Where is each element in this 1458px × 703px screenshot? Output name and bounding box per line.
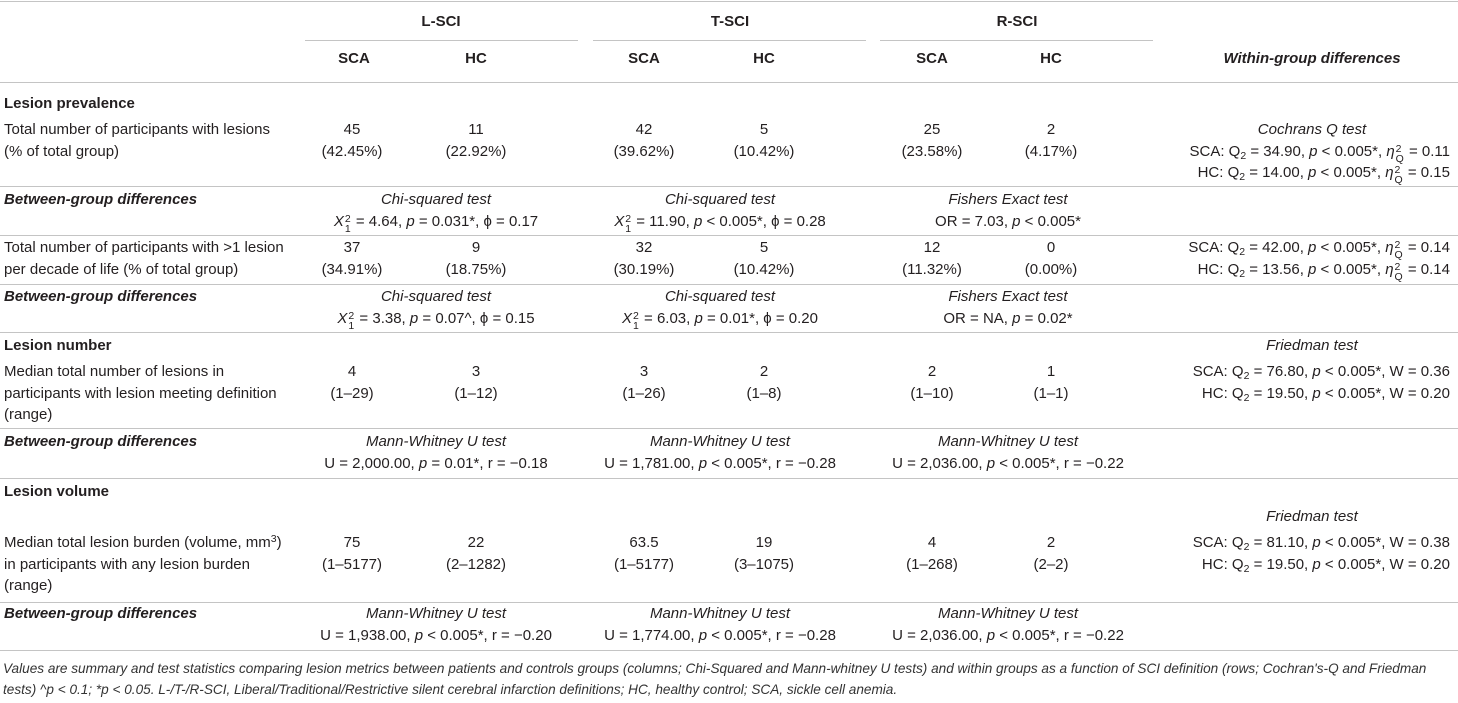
- italic-symbol: p: [694, 309, 703, 327]
- superscript: 2: [625, 212, 632, 225]
- stacked-script: [625, 214, 631, 234]
- test-statistic: [570, 308, 870, 330]
- superscript: 2: [344, 212, 351, 225]
- italic-symbol: η: [1385, 260, 1394, 278]
- test-statistic: [858, 625, 1158, 647]
- cell-value: 75: [343, 534, 361, 551]
- group-header-r-sci: R-SCI: [996, 13, 1038, 30]
- subscript: 2: [1243, 562, 1250, 575]
- italic-symbol: p: [1012, 212, 1021, 230]
- text-run: OR = NA,: [943, 309, 1013, 327]
- row-label-line: in participants with any lesion burden: [4, 555, 250, 573]
- test-statistic: [1166, 361, 1450, 383]
- text-run: < 0.005*, ϕ = 0.28: [702, 212, 826, 230]
- cell-t-sca: [584, 237, 704, 280]
- test-name: Friedman test: [1266, 337, 1358, 354]
- cell-value: 1: [1046, 363, 1056, 380]
- between-cell-t-sci: [570, 431, 870, 474]
- between-cell-l-sci: [286, 431, 586, 474]
- test-name: Mann-Whitney U test: [937, 433, 1079, 450]
- cell-value: (1–1): [1033, 384, 1069, 402]
- cell-value: 5: [759, 239, 769, 256]
- text-run: = 81.10,: [1249, 534, 1313, 551]
- cell-value: 32: [635, 239, 653, 256]
- within-group-cell: [1166, 361, 1450, 404]
- within-group-cell: [1166, 532, 1450, 575]
- italic-symbol: p: [409, 309, 419, 327]
- cell-value: (10.42%): [733, 142, 795, 160]
- subscript: Q: [1395, 152, 1404, 165]
- row-label-line: (range): [4, 577, 53, 594]
- italic-symbol: p: [698, 454, 708, 472]
- test-name: Mann-Whitney U test: [937, 605, 1079, 622]
- subheader-t-sca: SCA: [628, 50, 660, 67]
- text-run: U = 1,774.00,: [604, 626, 699, 644]
- italic-symbol: p: [406, 212, 415, 230]
- test-name: Mann-Whitney U test: [649, 433, 791, 450]
- test-name: Mann-Whitney U test: [365, 605, 507, 622]
- italic-symbol: p: [414, 626, 424, 644]
- cell-value: (22.92%): [445, 142, 507, 160]
- text-run: = 42.00,: [1245, 239, 1309, 256]
- row-label: [4, 431, 304, 453]
- subscript: 2: [1239, 171, 1246, 183]
- text-run: = 34.90,: [1246, 142, 1310, 160]
- text-run: < 0.005*: [1020, 212, 1081, 230]
- text-run: = 0.01*, r = −0.18: [427, 454, 548, 472]
- within-group-cell: [1166, 119, 1450, 184]
- cell-value: 19: [755, 534, 773, 551]
- text-run: = 0.15: [1403, 164, 1450, 181]
- text-run: < 0.005*,: [1316, 260, 1386, 278]
- text-run: = 4.64,: [351, 212, 407, 230]
- text-run: U = 1,938.00,: [320, 626, 415, 644]
- test-statistic: [570, 625, 870, 647]
- cell-l-hc: [416, 532, 536, 575]
- italic-symbol: X: [337, 309, 348, 327]
- cell-r-sca: [872, 361, 992, 404]
- stacked-script: [1395, 165, 1403, 185]
- test-statistic: [286, 453, 586, 475]
- subheader-l-hc: HC: [465, 50, 487, 67]
- cell-t-hc: [704, 532, 824, 575]
- italic-symbol: p: [698, 626, 708, 644]
- row-label: [4, 119, 304, 162]
- text-run: = 0.07^, ϕ = 0.15: [418, 309, 535, 327]
- cell-value: (42.45%): [321, 142, 383, 160]
- test-statistic: [1166, 532, 1450, 554]
- cell-value: 25: [923, 121, 941, 138]
- superscript: 2: [1395, 142, 1402, 155]
- subscript: 2: [1239, 267, 1246, 280]
- text-run: U = 2,036.00,: [892, 626, 987, 644]
- cell-value: 63.5: [629, 534, 659, 551]
- italic-symbol: η: [1385, 239, 1394, 256]
- italic-symbol: p: [1308, 239, 1317, 256]
- superscript: 3: [270, 533, 277, 545]
- between-cell-l-sci: [286, 603, 586, 646]
- test-statistic: [286, 308, 586, 330]
- test-name: Fishers Exact test: [948, 191, 1068, 208]
- test-statistic: [1166, 162, 1450, 184]
- stacked-script: [1395, 262, 1403, 282]
- subscript: Q: [1394, 270, 1403, 283]
- cell-value: (1–5177): [613, 555, 675, 573]
- subscript: 1: [344, 222, 351, 235]
- cell-l-hc: [416, 119, 536, 162]
- italic-symbol: X: [622, 309, 633, 327]
- cell-t-sca: [584, 532, 704, 575]
- cell-value: (1–29): [330, 384, 374, 402]
- cell-value: (2–2): [1033, 555, 1069, 573]
- text-run: = 76.80,: [1249, 363, 1313, 380]
- cell-t-hc: [704, 119, 824, 162]
- test-statistic: [286, 211, 586, 233]
- cell-value: (18.75%): [445, 260, 507, 278]
- text-run: < 0.005*, W = 0.20: [1320, 384, 1450, 402]
- stacked-script: [1395, 240, 1403, 260]
- test-name: Chi-squared test: [380, 191, 492, 208]
- cell-l-sca: [292, 119, 412, 162]
- cell-value: (2–1282): [445, 555, 507, 573]
- text-run: < 0.005*, W = 0.20: [1320, 555, 1450, 573]
- within-group-cell: [1166, 335, 1450, 357]
- row-label-line: Between-group differences: [4, 288, 198, 305]
- test-name: Fishers Exact test: [948, 288, 1068, 305]
- row-label-line: Lesion volume: [4, 483, 110, 500]
- italic-symbol: p: [1308, 164, 1317, 181]
- test-name: Mann-Whitney U test: [365, 433, 507, 450]
- text-run: SCA: Q: [1189, 142, 1241, 160]
- row-label: [4, 189, 304, 211]
- cell-l-sca: [292, 361, 412, 404]
- test-statistic: [286, 625, 586, 647]
- row-label-line: Between-group differences: [4, 605, 198, 622]
- text-run: = 0.02*: [1020, 309, 1073, 327]
- cell-value: 2: [927, 363, 937, 380]
- cell-value: 45: [343, 121, 361, 138]
- cell-value: 2: [759, 363, 769, 380]
- cell-l-hc: [416, 361, 536, 404]
- row-label-line: Between-group differences: [4, 191, 198, 208]
- text-run: HC: Q: [1201, 555, 1244, 573]
- cell-t-sca: [584, 361, 704, 404]
- cell-value: (1–26): [622, 384, 666, 402]
- section-title: [4, 335, 304, 357]
- row-label: [4, 603, 304, 625]
- subscript: 1: [633, 319, 639, 332]
- cell-r-sca: [872, 237, 992, 280]
- cell-value: 3: [471, 363, 481, 380]
- text-run: U = 1,781.00,: [604, 454, 699, 472]
- stacked-script: [345, 214, 351, 234]
- text-run: SCA: Q: [1192, 363, 1244, 380]
- italic-symbol: p: [693, 212, 703, 230]
- test-name: Friedman test: [1266, 508, 1358, 525]
- cell-value: 5: [759, 121, 769, 138]
- subscript: Q: [1394, 174, 1403, 186]
- subscript: 1: [348, 319, 355, 332]
- subscript: 2: [1243, 370, 1250, 382]
- between-cell-t-sci: [570, 286, 870, 332]
- text-run: = 14.00,: [1245, 164, 1309, 181]
- subscript: 1: [625, 222, 632, 235]
- cell-value: 0: [1046, 239, 1056, 256]
- test-statistic: [570, 211, 870, 233]
- italic-symbol: p: [1312, 555, 1321, 573]
- text-run: ): [276, 534, 282, 551]
- cell-value: (11.32%): [902, 260, 962, 278]
- row-label-line: Total number of participants with >1 lesion: [4, 239, 284, 256]
- text-run: < 0.005*,: [1316, 239, 1386, 256]
- cell-value: 12: [923, 239, 941, 256]
- text-run: < 0.005*, r = −0.22: [995, 454, 1124, 472]
- superscript: 2: [1394, 239, 1401, 251]
- cell-value: (34.91%): [321, 260, 383, 278]
- test-statistic: [570, 453, 870, 475]
- cell-value: 2: [1046, 534, 1056, 551]
- cell-value: 42: [635, 121, 653, 138]
- text-run: = 19.50,: [1249, 384, 1313, 402]
- between-cell-t-sci: [570, 603, 870, 646]
- test-statistic: [858, 308, 1158, 330]
- cell-value: 4: [927, 534, 937, 551]
- cell-l-hc: [416, 237, 536, 280]
- row-label-line: [4, 532, 304, 554]
- section-title: [4, 93, 304, 115]
- row-label-line: Between-group differences: [4, 433, 198, 450]
- cell-value: (1–12): [454, 384, 498, 402]
- row-label-line: (range): [4, 406, 53, 423]
- cell-t-hc: [704, 237, 824, 280]
- between-cell-t-sci: [570, 189, 870, 235]
- italic-symbol: p: [1012, 309, 1021, 327]
- within-group-cell: [1166, 506, 1450, 528]
- italic-symbol: X: [333, 212, 344, 230]
- text-run: = 13.56,: [1245, 260, 1309, 278]
- text-run: < 0.005*, W = 0.36: [1320, 363, 1450, 380]
- subheader-r-hc: HC: [1040, 50, 1062, 67]
- test-statistic: [858, 453, 1158, 475]
- cell-t-sca: [584, 119, 704, 162]
- between-cell-l-sci: [286, 286, 586, 332]
- cell-r-sca: [872, 119, 992, 162]
- superscript: 2: [1394, 260, 1401, 273]
- text-run: OR = 7.03,: [935, 212, 1013, 230]
- subscript: 2: [1239, 246, 1246, 258]
- cell-l-sca: [292, 237, 412, 280]
- text-run: < 0.005*,: [1317, 142, 1387, 160]
- cell-r-hc: [991, 237, 1111, 280]
- text-run: = 0.14: [1403, 260, 1450, 278]
- text-run: HC: Q: [1197, 164, 1240, 181]
- group-header-l-sci: L-SCI: [421, 13, 461, 30]
- subheader-r-sca: SCA: [916, 50, 948, 67]
- cell-t-hc: [704, 361, 824, 404]
- italic-symbol: p: [1312, 363, 1321, 380]
- italic-symbol: X: [614, 212, 625, 230]
- row-label-line: participants with lesion meeting definition: [4, 384, 277, 402]
- text-run: < 0.005*, r = −0.22: [995, 626, 1124, 644]
- cell-value: (10.42%): [733, 260, 795, 278]
- subscript: 2: [1243, 391, 1250, 404]
- cell-value: 22: [467, 534, 485, 551]
- text-run: = 6.03,: [639, 309, 695, 327]
- between-cell-r-sci: [858, 189, 1158, 232]
- text-run: < 0.005*, r = −0.20: [423, 626, 552, 644]
- text-run: = 0.031*, ϕ = 0.17: [414, 212, 539, 230]
- test-name: Chi-squared test: [664, 191, 776, 208]
- text-run: Median total lesion burden (volume, mm: [4, 534, 271, 551]
- test-name: Mann-Whitney U test: [649, 605, 791, 622]
- stacked-script: [633, 311, 639, 331]
- test-statistic: [1166, 141, 1450, 163]
- subscript: Q: [1394, 249, 1403, 261]
- row-label-line: Total number of participants with lesions: [4, 121, 270, 138]
- between-cell-r-sci: [858, 603, 1158, 646]
- between-cell-r-sci: [858, 431, 1158, 474]
- text-run: < 0.005*, r = −0.28: [707, 626, 836, 644]
- italic-symbol: p: [1312, 384, 1321, 402]
- test-statistic: [1166, 554, 1450, 576]
- subscript: 2: [1240, 149, 1247, 162]
- italic-symbol: p: [1312, 534, 1321, 551]
- text-run: HC: Q: [1201, 384, 1244, 402]
- test-statistic: [1166, 259, 1450, 281]
- italic-symbol: p: [1309, 142, 1318, 160]
- text-run: = 0.01*, ϕ = 0.20: [702, 309, 818, 327]
- test-statistic: [1166, 383, 1450, 405]
- text-run: < 0.005*,: [1316, 164, 1386, 181]
- cell-value: (0.00%): [1024, 260, 1078, 278]
- test-name: Cochrans Q test: [1257, 121, 1367, 138]
- text-run: < 0.005*, W = 0.38: [1320, 534, 1450, 551]
- text-run: SCA: Q: [1192, 534, 1244, 551]
- row-label-line: (% of total group): [4, 142, 120, 160]
- text-run: U = 2,000.00,: [324, 454, 419, 472]
- text-run: < 0.005*, r = −0.28: [707, 454, 836, 472]
- stacked-script: [348, 311, 354, 331]
- italic-symbol: η: [1385, 164, 1394, 181]
- test-statistic: [1166, 237, 1450, 259]
- superscript: 2: [348, 309, 355, 322]
- text-run: = 11.90,: [632, 212, 694, 230]
- between-cell-r-sci: [858, 286, 1158, 329]
- cell-value: (23.58%): [901, 142, 963, 160]
- cell-value: 4: [347, 363, 357, 380]
- text-run: = 0.11: [1404, 142, 1450, 160]
- cell-value: (39.62%): [613, 142, 675, 160]
- row-label-line: Median total number of lesions in: [4, 363, 225, 380]
- cell-value: (1–5177): [321, 555, 383, 573]
- between-cell-l-sci: [286, 189, 586, 235]
- text-run: = 19.50,: [1249, 555, 1313, 573]
- cell-value: 11: [468, 121, 484, 138]
- subheader-l-sca: SCA: [338, 50, 370, 67]
- subscript: 2: [1243, 541, 1250, 553]
- cell-value: (1–10): [910, 384, 954, 402]
- cell-value: (1–8): [746, 384, 782, 402]
- cell-l-sca: [292, 532, 412, 575]
- row-label-line: Lesion prevalence: [4, 95, 135, 112]
- test-statistic: [858, 211, 1158, 233]
- row-label-line: per decade of life (% of total group): [4, 260, 239, 278]
- test-name: Chi-squared test: [664, 288, 776, 305]
- cell-r-sca: [872, 532, 992, 575]
- cell-r-hc: [991, 119, 1111, 162]
- text-run: SCA: Q: [1188, 239, 1240, 256]
- cell-value: 37: [343, 239, 361, 256]
- row-label: [4, 237, 304, 280]
- group-header-t-sci: T-SCI: [710, 13, 750, 30]
- cell-value: (4.17%): [1024, 142, 1078, 160]
- text-run: U = 2,036.00,: [892, 454, 987, 472]
- italic-symbol: p: [986, 454, 996, 472]
- cell-r-hc: [991, 532, 1111, 575]
- row-label-line: Lesion number: [4, 337, 112, 354]
- table-footnote: Values are summary and test statistics comparing lesion metrics between patients and controls groups (columns; Chi-Squared and Mann-whitney U tests) and within groups as a function of SCI definition (rows; Cochran's-Q and Friedman tests) ^p < 0.1; *p < 0.05. L-/T-/R-SCI, Liberal/Traditional/Restrictive silent cerebral infarction definitions; HC, healthy control; SCA, sickle cell anemia.: [3, 661, 1427, 697]
- within-group-cell: [1166, 237, 1450, 283]
- cell-value: (30.19%): [613, 260, 675, 278]
- cell-value: (1–268): [906, 555, 958, 573]
- row-label: [4, 361, 304, 426]
- section-title: [4, 481, 304, 503]
- cell-value: 3: [639, 363, 649, 380]
- italic-symbol: p: [418, 454, 428, 472]
- subheader-t-hc: HC: [753, 50, 775, 67]
- cell-value: (3–1075): [733, 555, 795, 573]
- italic-symbol: η: [1386, 142, 1395, 160]
- within-group-header: Within-group differences: [1223, 50, 1401, 67]
- superscript: 2: [1394, 164, 1401, 176]
- row-label: [4, 286, 304, 308]
- italic-symbol: p: [986, 626, 996, 644]
- italic-symbol: p: [1308, 260, 1317, 278]
- cell-r-hc: [991, 361, 1111, 404]
- row-label: [4, 532, 304, 597]
- test-name: Chi-squared test: [380, 288, 492, 305]
- cell-value: 9: [471, 239, 481, 256]
- stacked-script: [1396, 144, 1404, 164]
- text-run: HC: Q: [1197, 260, 1240, 278]
- text-run: = 3.38,: [355, 309, 410, 327]
- text-run: = 0.14: [1403, 239, 1450, 256]
- cell-value: 2: [1046, 121, 1056, 138]
- superscript: 2: [633, 309, 639, 322]
